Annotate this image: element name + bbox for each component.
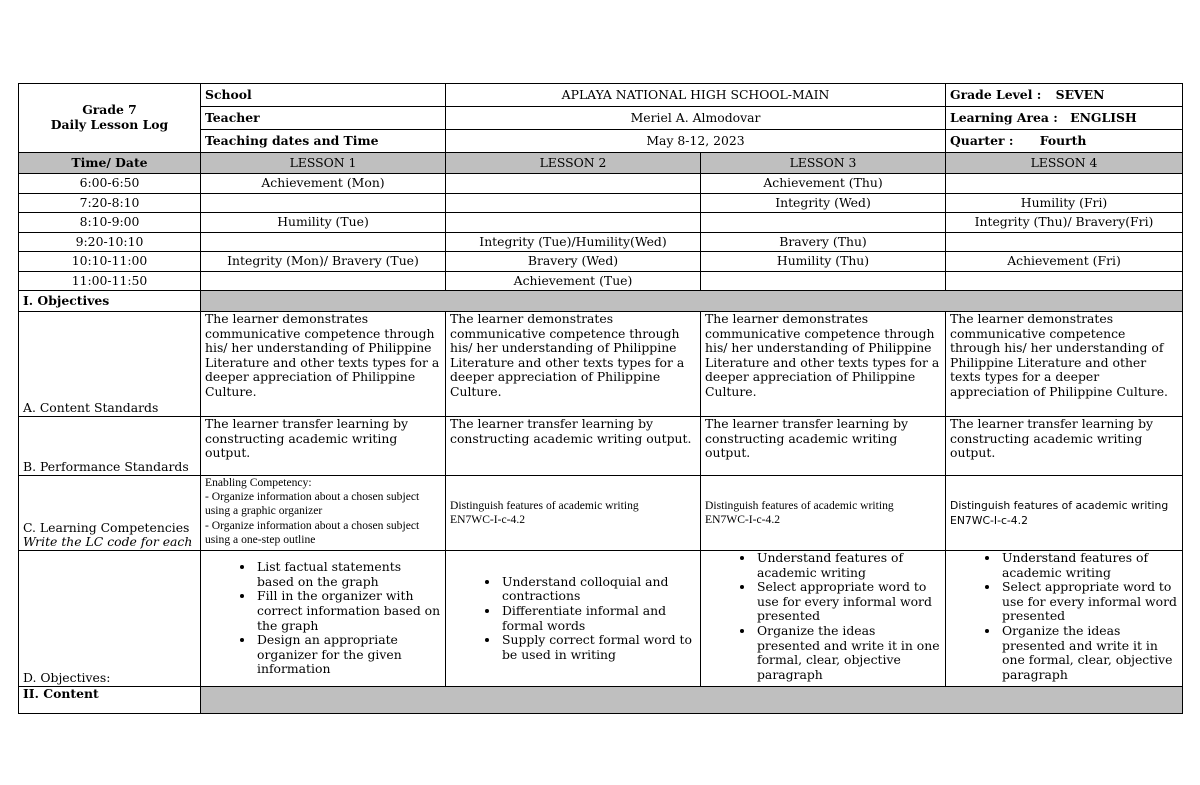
- lesson-log-table: [18, 83, 1183, 714]
- objective-item: • Fill in the organizer with correct information based on the graph: [255, 589, 441, 633]
- objectives-list: [450, 575, 696, 663]
- competency-item: - Organize information about a chosen subject using a one-step outline: [205, 518, 420, 546]
- content-standards-lesson4: The learner demonstrates communicative competence through his/ her understanding of Philippine Literature and other texts types for a deeper appreciation of Philippine Culture.: [946, 312, 1183, 417]
- lesson1-slot: Achievement (Mon): [201, 174, 446, 194]
- competency-heading: Enabling Competency:: [205, 476, 312, 489]
- lesson3-slot: [701, 271, 946, 291]
- content-standards-lesson3: The learner demonstrates communicative competence through his/ her understanding of Philippine Literature and other texts types for a deeper appreciation of Philippine Culture.: [701, 312, 946, 417]
- lesson1-slot: Humility (Tue): [201, 213, 446, 233]
- competency-text: Distinguish features of academic writing: [950, 499, 1169, 512]
- lesson3-slot: [701, 213, 946, 233]
- grade-line: Grade 7: [82, 102, 137, 118]
- objectives-lesson4: [946, 551, 1183, 687]
- time-slot: 8:10-9:00: [19, 213, 201, 233]
- lesson1-slot: Integrity (Mon)/ Bravery (Tue): [201, 252, 446, 272]
- performance-standards-lesson4: The learner transfer learning by constructing academic writing output.: [946, 417, 1183, 476]
- competencies-label: [19, 476, 201, 551]
- lesson3-slot: Achievement (Thu): [701, 174, 946, 194]
- school-value: APLAYA NATIONAL HIGH SCHOOL-MAIN: [446, 84, 946, 107]
- lesson2-slot: [446, 174, 701, 194]
- time-slot: 9:20-10:10: [19, 232, 201, 252]
- time-slot: 6:00-6:50: [19, 174, 201, 194]
- objectives-list: [950, 551, 1178, 682]
- competencies-label-text: C. Learning Competencies: [23, 519, 190, 535]
- lesson-log-sheet: [18, 83, 1182, 714]
- learning-area-label: Learning Area :: [950, 109, 1058, 125]
- lesson2-slot: [446, 193, 701, 213]
- teacher-value: Meriel A. Almodovar: [446, 107, 946, 130]
- lesson2-header: LESSON 2: [446, 153, 701, 174]
- competencies-lesson4: [946, 476, 1183, 551]
- lesson4-slot: [946, 232, 1183, 252]
- lesson4-slot: Integrity (Thu)/ Bravery(Fri): [946, 213, 1183, 233]
- learning-area-value: ENGLISH: [1070, 109, 1137, 125]
- performance-standards-lesson3: The learner transfer learning by constructing academic writing output.: [701, 417, 946, 476]
- lesson3-slot: Humility (Thu): [701, 252, 946, 272]
- school-label: School: [201, 84, 446, 107]
- schedule-row: [19, 213, 1183, 233]
- teacher-label: Teacher: [201, 107, 446, 130]
- objectives-lesson2: [446, 551, 701, 687]
- lesson1-slot: [201, 193, 446, 213]
- performance-standards-lesson1: The learner transfer learning by constructing academic writing output.: [201, 417, 446, 476]
- time-slot: 7:20-8:10: [19, 193, 201, 213]
- objective-item: • Organize the ideas presented and write it in one formal, clear, objective paragraph: [1000, 624, 1178, 682]
- performance-standards-label: B. Performance Standards: [19, 417, 201, 476]
- competencies-lesson2: [446, 476, 701, 551]
- content-section-title: II. Content: [19, 687, 201, 714]
- objective-item: • Supply correct formal word to be used in writing: [500, 633, 696, 662]
- schedule-row: [19, 252, 1183, 272]
- lesson3-slot: Integrity (Wed): [701, 193, 946, 213]
- objectives-section-fill: [201, 291, 1183, 312]
- lesson4-slot: [946, 174, 1183, 194]
- lesson3-header: LESSON 3: [701, 153, 946, 174]
- objective-item: • Understand colloquial and contractions: [500, 575, 696, 604]
- dates-label: Teaching dates and Time: [201, 130, 446, 153]
- objectives-label: D. Objectives:: [19, 551, 201, 687]
- lesson2-slot: [446, 213, 701, 233]
- lesson2-slot: Achievement (Tue): [446, 271, 701, 291]
- content-standards-lesson2: The learner demonstrates communicative competence through his/ her understanding of Philippine Literature and other texts types for a deeper appreciation of Philippine Culture.: [446, 312, 701, 417]
- objectives-section-title: I. Objectives: [19, 291, 201, 312]
- lesson4-slot: [946, 271, 1183, 291]
- dates-value: May 8-12, 2023: [446, 130, 946, 153]
- objective-item: • Understand features of academic writing: [755, 551, 941, 580]
- time-slot: 11:00-11:50: [19, 271, 201, 291]
- schedule-row: [19, 271, 1183, 291]
- time-date-header: Time/ Date: [19, 153, 201, 174]
- lesson2-slot: Bravery (Wed): [446, 252, 701, 272]
- dll-line: Daily Lesson Log: [50, 117, 169, 132]
- grade-title-cell: [19, 84, 201, 153]
- quarter-value: Fourth: [1039, 132, 1087, 148]
- quarter-cell: [946, 130, 1183, 153]
- lesson2-slot: Integrity (Tue)/Humility(Wed): [446, 232, 701, 252]
- lesson3-slot: Bravery (Thu): [701, 232, 946, 252]
- competencies-lesson3: [701, 476, 946, 551]
- competency-text: Distinguish features of academic writing: [450, 498, 639, 512]
- lesson1-slot: [201, 232, 446, 252]
- competency-text: Distinguish features of academic writing: [705, 498, 894, 512]
- objective-item: • Differentiate informal and formal words: [500, 604, 696, 633]
- grade-level-cell: [946, 84, 1183, 107]
- content-section-fill: [201, 687, 1183, 714]
- content-standards-lesson1: The learner demonstrates communicative competence through his/ her understanding of Philippine Literature and other texts types for a deeper appreciation of Philippine Culture.: [201, 312, 446, 417]
- objective-item: • Understand features of academic writing: [1000, 551, 1178, 580]
- competencies-lesson1: [201, 476, 446, 551]
- objectives-lesson3: [701, 551, 946, 687]
- grade-level-value: SEVEN: [1055, 86, 1105, 102]
- objective-item: • Select appropriate word to use for every informal word presented: [755, 580, 941, 624]
- competencies-label-italic: Write the LC code for each: [23, 534, 193, 550]
- schedule-row: [19, 193, 1183, 213]
- objective-item: • Organize the ideas presented and write it in one formal, clear, objective paragraph: [755, 624, 941, 682]
- lesson4-header: LESSON 4: [946, 153, 1183, 174]
- quarter-label: Quarter :: [950, 132, 1014, 148]
- objectives-list: [205, 560, 441, 677]
- lesson1-header: LESSON 1: [201, 153, 446, 174]
- lesson4-slot: Achievement (Fri): [946, 252, 1183, 272]
- competency-code: EN7WC-I-c-4.2: [950, 514, 1028, 527]
- objective-item: • List factual statements based on the graph: [255, 560, 441, 589]
- objective-item: • Design an appropriate organizer for the given information: [255, 633, 441, 677]
- competency-code: EN7WC-I-c-4.2: [450, 513, 526, 526]
- objectives-list: [705, 551, 941, 682]
- learning-area-cell: [946, 107, 1183, 130]
- objective-item: • Select appropriate word to use for every informal word presented: [1000, 580, 1178, 624]
- objectives-lesson1: [201, 551, 446, 687]
- competency-item: - Organize information about a chosen subject using a graphic organizer: [205, 490, 420, 518]
- time-slot: 10:10-11:00: [19, 252, 201, 272]
- performance-standards-lesson2: The learner transfer learning by constructing academic writing output.: [446, 417, 701, 476]
- competency-code: EN7WC-I-c-4.2: [705, 513, 781, 526]
- schedule-row: [19, 232, 1183, 252]
- content-standards-label: A. Content Standards: [19, 312, 201, 417]
- lesson4-slot: Humility (Fri): [946, 193, 1183, 213]
- lesson1-slot: [201, 271, 446, 291]
- schedule-row: [19, 174, 1183, 194]
- grade-level-label: Grade Level :: [950, 86, 1042, 102]
